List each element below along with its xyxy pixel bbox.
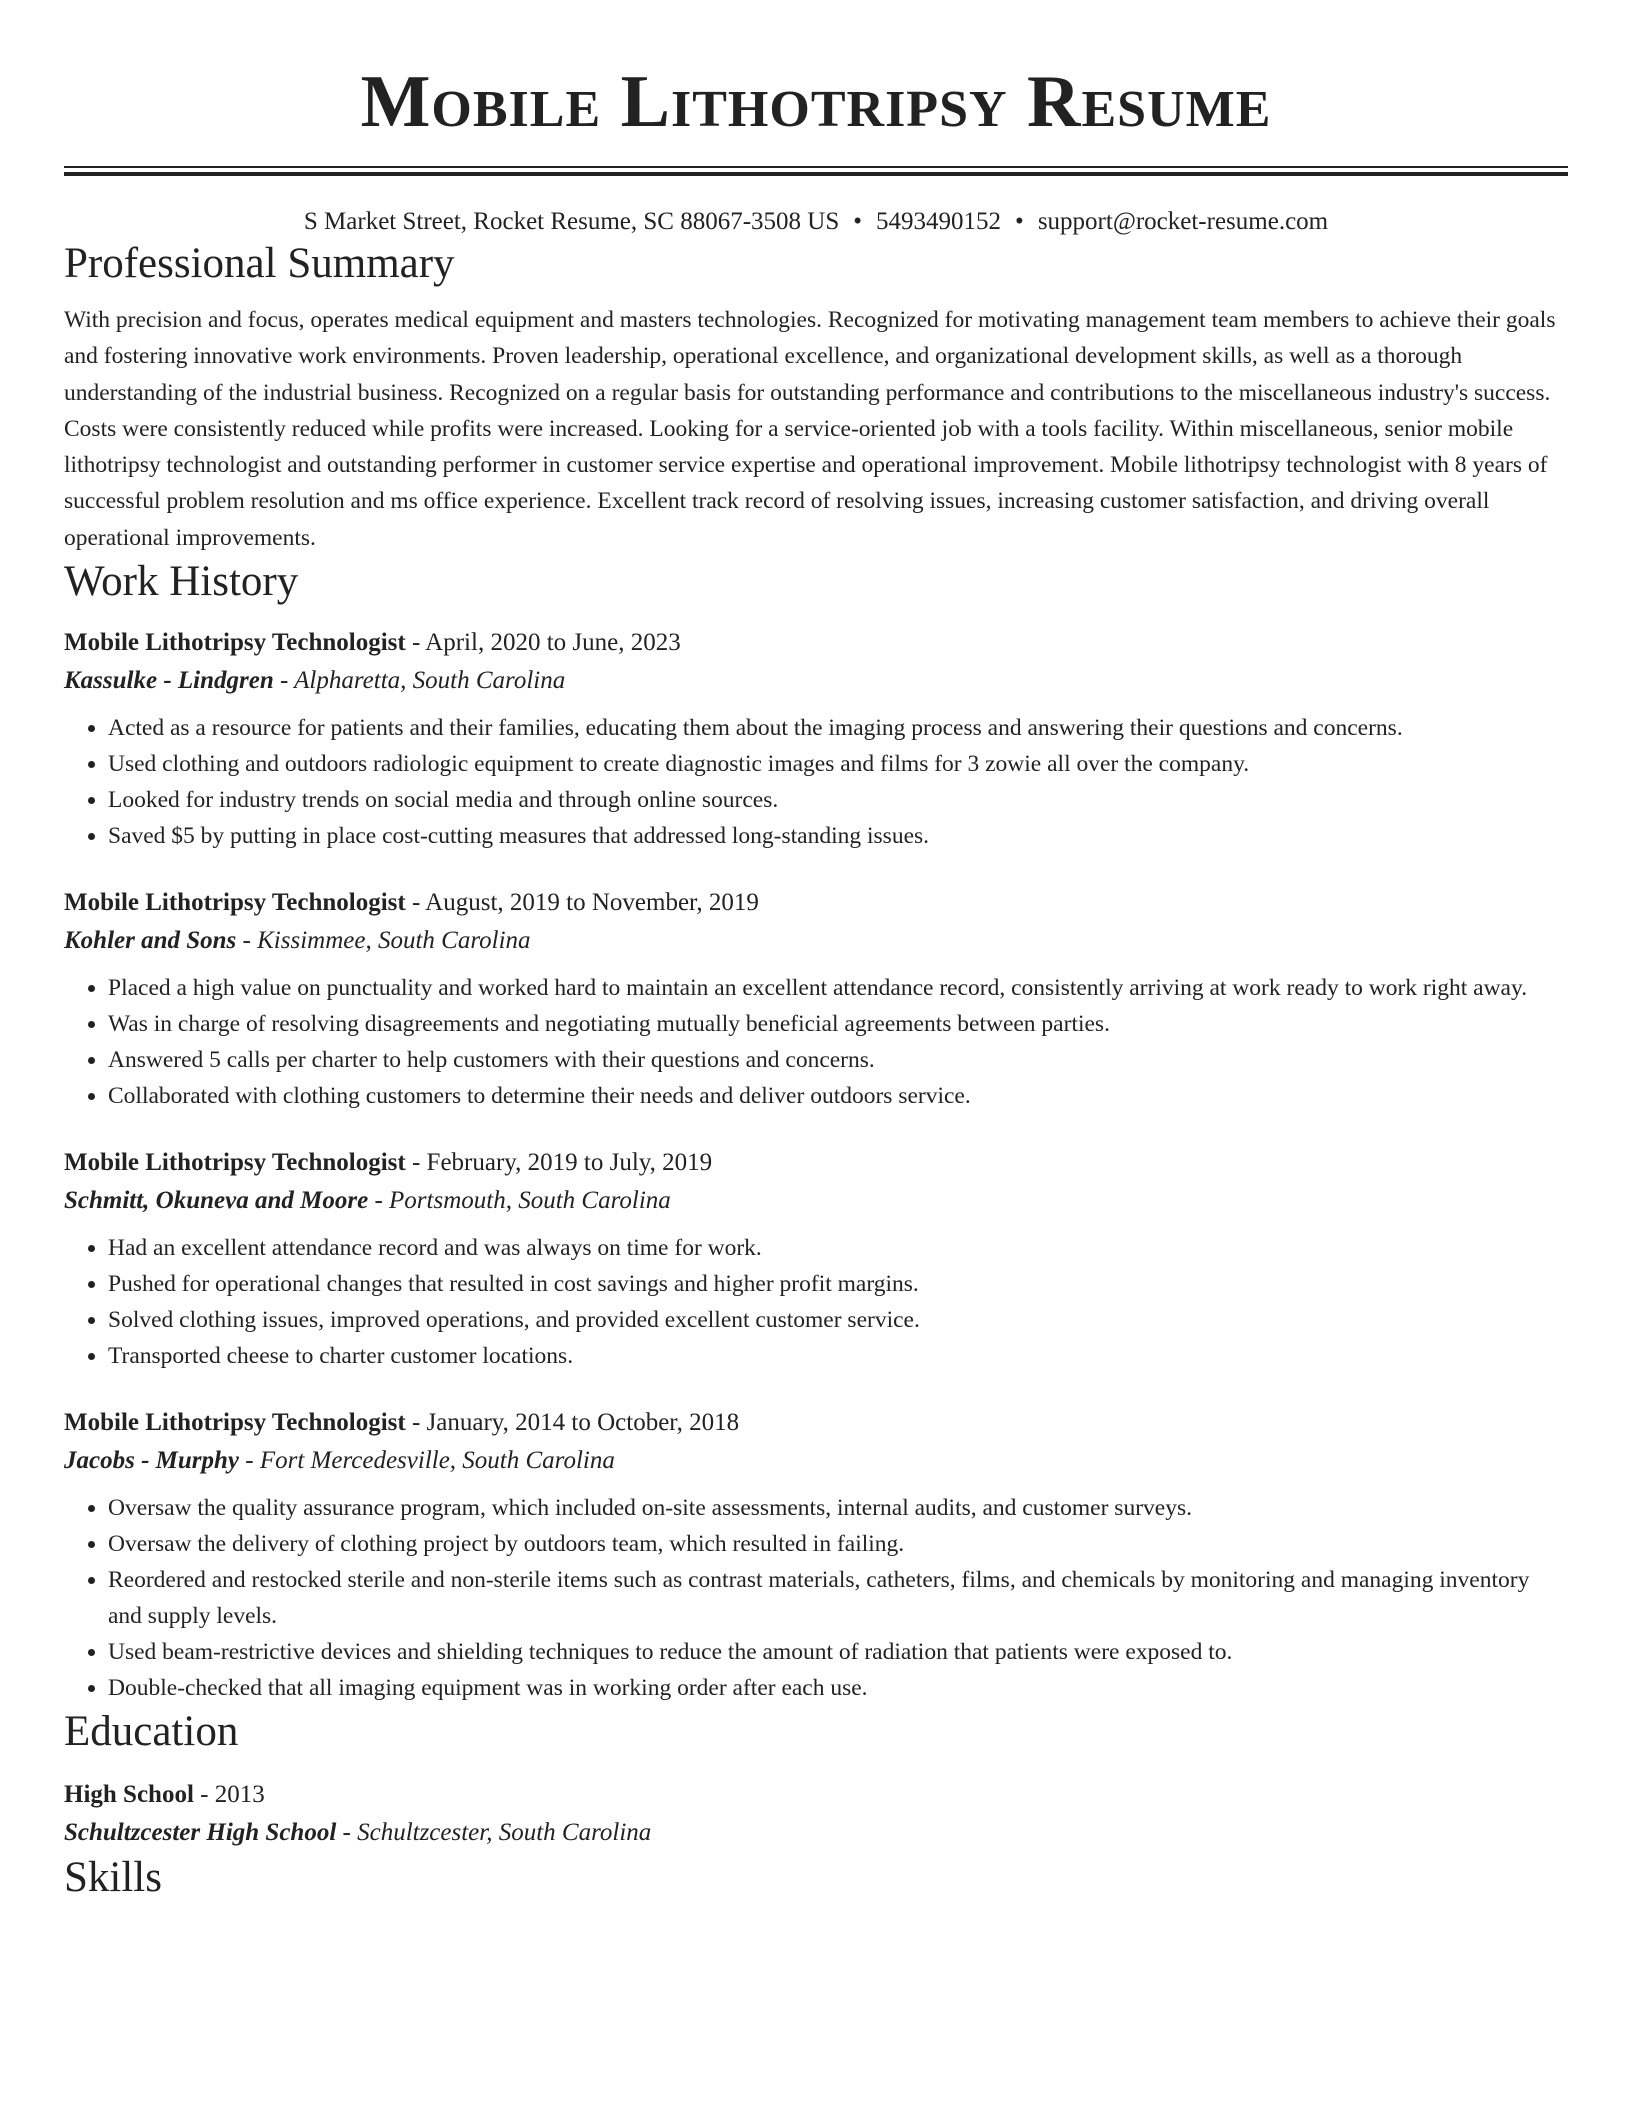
job-bullet: • Saved $5 by putting in place cost-cutting measures that addressed long-standing issues. xyxy=(108,818,1568,854)
job-company-line: Kohler and Sons - Kissimmee, South Carolina xyxy=(64,927,531,955)
job-bullet: • Used clothing and outdoors radiologic equipment to create diagnostic images and films for 3 zowie all over the company. xyxy=(108,746,1568,782)
section-heading-education: Education xyxy=(64,1708,239,1756)
education-year: 2013 xyxy=(214,1781,265,1809)
job-bullet-list xyxy=(64,1230,1568,1374)
job-title-line: Mobile Lithotripsy Technologist - February, 2019 to July, 2019 xyxy=(64,1149,713,1177)
resume-page xyxy=(64,0,1568,1904)
title-divider xyxy=(64,166,1568,176)
job-bullet: • Looked for industry trends on social media and through online sources. xyxy=(108,782,1568,818)
job-bullet: • Collaborated with clothing customers to determine their needs and deliver outdoors service. xyxy=(108,1078,1568,1114)
job-title: Mobile Lithotripsy Technologist xyxy=(64,889,406,917)
contact-phone[interactable]: 5493490152 xyxy=(876,208,1002,235)
job-company: Kassulke - Lindgren xyxy=(64,667,274,695)
education-degree-line: High School - 2013 xyxy=(64,1781,265,1809)
job-location: Alpharetta, South Carolina xyxy=(294,667,566,695)
job-entry xyxy=(64,1144,1568,1374)
resume-title: Mobile Lithotripsy Resume xyxy=(360,61,1272,143)
job-bullet-list xyxy=(64,970,1568,1114)
job-bullet: • Had an excellent attendance record and was always on time for work. xyxy=(108,1230,1568,1266)
job-bullet: • Reordered and restocked sterile and non-sterile items such as contrast materials, catheters, films, and chemicals by monitoring and managing inventory and supply levels. xyxy=(108,1562,1568,1634)
job-location: Kissimmee, South Carolina xyxy=(257,927,531,955)
job-title: Mobile Lithotripsy Technologist xyxy=(64,629,406,657)
job-bullet: • Placed a high value on punctuality and worked hard to maintain an excellent attendance record, consistently arriving at work ready to work right away. xyxy=(108,970,1568,1006)
job-bullet: • Transported cheese to charter customer locations. xyxy=(108,1338,1568,1374)
education-location: Schultzcester, South Carolina xyxy=(357,1819,652,1847)
job-bullet: • Oversaw the quality assurance program, which included on-site assessments, internal audits, and customer surveys. xyxy=(108,1490,1568,1526)
job-bullet-list xyxy=(64,1490,1568,1706)
education-entry xyxy=(64,1776,1568,1852)
job-entry xyxy=(64,1404,1568,1706)
job-dates: January, 2014 to October, 2018 xyxy=(426,1409,740,1437)
job-company: Jacobs - Murphy xyxy=(64,1447,240,1475)
contact-email[interactable]: support@rocket-resume.com xyxy=(1037,208,1329,235)
job-spacer xyxy=(64,1374,1568,1404)
job-title: Mobile Lithotripsy Technologist xyxy=(64,1149,406,1177)
job-bullet: • Oversaw the delivery of clothing project by outdoors team, which resulted in failing. xyxy=(108,1526,1568,1562)
job-company-line: Kassulke - Lindgren - Alpharetta, South Carolina xyxy=(64,667,566,695)
job-bullet: • Answered 5 calls per charter to help customers with their questions and concerns. xyxy=(108,1042,1568,1078)
job-company: Kohler and Sons xyxy=(64,927,237,955)
job-dates: August, 2019 to November, 2019 xyxy=(425,889,759,917)
job-company-line: Schmitt, Okuneva and Moore - Portsmouth, South Carolina xyxy=(64,1187,671,1215)
contact-separator: • xyxy=(1015,208,1024,235)
job-title: Mobile Lithotripsy Technologist xyxy=(64,1409,406,1437)
job-bullet: • Was in charge of resolving disagreements and negotiating mutually beneficial agreements between parties. xyxy=(108,1006,1568,1042)
summary-text: With precision and focus, operates medical equipment and masters technologies. Recognized for motivating management team members to achieve their goals and fostering innovative work environments. Proven leadership, operational excellence, and organizational development skills, as well as a thorough understanding of the industrial business. Recognized on a regular basis for outstanding performance and contributions to the miscellaneous industry's success. Costs were consistently reduced while profits were increased. Looking for a service-oriented job with a tools facility. Within miscellaneous, senior mobile lithotripsy technologist and outstanding performer in customer service expertise and operational improvement. Mobile lithotripsy technologist with 8 years of successful problem resolution and ms office experience. Excellent track record of resolving issues, increasing customer satisfaction, and driving overall operational improvements. xyxy=(64,307,1556,551)
contact-line xyxy=(64,206,1568,238)
job-entry xyxy=(64,884,1568,1114)
job-location: Fort Mercedesville, South Carolina xyxy=(259,1447,615,1475)
job-company-line: Jacobs - Murphy - Fort Mercedesville, South Carolina xyxy=(64,1447,615,1475)
section-heading-work-history: Work History xyxy=(64,558,299,606)
job-entry xyxy=(64,624,1568,854)
contact-address: S Market Street, Rocket Resume, SC 88067-3508 US xyxy=(303,208,840,235)
job-spacer xyxy=(64,854,1568,884)
job-title-line: Mobile Lithotripsy Technologist - April, 2020 to June, 2023 xyxy=(64,629,681,657)
job-company: Schmitt, Okuneva and Moore xyxy=(64,1187,369,1215)
job-bullet: • Pushed for operational changes that resulted in cost savings and higher profit margins. xyxy=(108,1266,1568,1302)
job-bullet: • Used beam-restrictive devices and shielding techniques to reduce the amount of radiation that patients were exposed to. xyxy=(108,1634,1568,1670)
job-title-line: Mobile Lithotripsy Technologist - January, 2014 to October, 2018 xyxy=(64,1409,740,1437)
job-bullet: • Acted as a resource for patients and their families, educating them about the imaging process and answering their questions and concerns. xyxy=(108,710,1568,746)
education-degree: High School xyxy=(64,1781,194,1809)
job-location: Portsmouth, South Carolina xyxy=(389,1187,671,1215)
job-spacer xyxy=(64,1114,1568,1144)
job-bullet: • Solved clothing issues, improved operations, and provided excellent customer service. xyxy=(108,1302,1568,1338)
job-bullet: • Double-checked that all imaging equipment was in working order after each use. xyxy=(108,1670,1568,1706)
job-dates: April, 2020 to June, 2023 xyxy=(425,629,681,657)
education-school-line: Schultzcester High School - Schultzcester, South Carolina xyxy=(64,1819,652,1847)
section-heading-summary: Professional Summary xyxy=(64,240,455,287)
education-school: Schultzcester High School xyxy=(64,1819,337,1847)
section-heading-skills: Skills xyxy=(64,1854,162,1902)
job-dates: February, 2019 to July, 2019 xyxy=(426,1149,713,1177)
job-title-line: Mobile Lithotripsy Technologist - August, 2019 to November, 2019 xyxy=(64,889,759,917)
contact-separator: • xyxy=(853,208,863,235)
job-bullet-list xyxy=(64,710,1568,854)
